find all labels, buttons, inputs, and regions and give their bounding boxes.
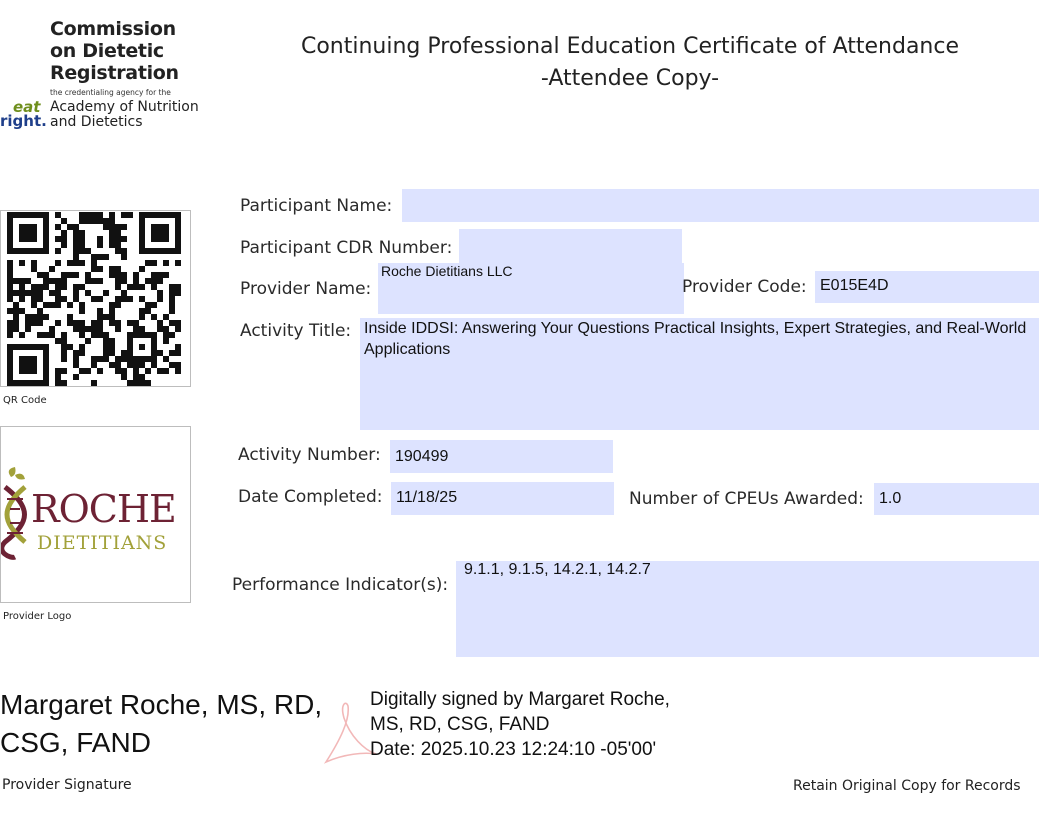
provider-name-label: Provider Name: bbox=[240, 279, 372, 299]
signature-name-line1: Margaret Roche, MS, RD, bbox=[0, 689, 323, 720]
activity-number-field[interactable]: 190499 bbox=[390, 440, 613, 473]
signature-name-line2: CSG, FAND bbox=[0, 727, 151, 758]
cdr-org-line2: on Dietetic bbox=[50, 40, 164, 62]
provider-logo-box bbox=[0, 426, 191, 603]
eat-right-logo-eat: eat bbox=[13, 98, 41, 116]
participant-cdr-field[interactable] bbox=[459, 229, 682, 263]
eat-right-logo-right: right. bbox=[0, 112, 47, 130]
cdr-logo bbox=[0, 16, 210, 136]
cdr-org-line3: Registration bbox=[50, 62, 179, 84]
cpeus-label: Number of CPEUs Awarded: bbox=[629, 489, 864, 509]
cdr-org-line1: Commission bbox=[50, 18, 176, 40]
provider-code-label: Provider Code: bbox=[682, 277, 807, 297]
provider-code-field[interactable]: E015E4D bbox=[815, 271, 1039, 303]
cdr-academy-line1: Academy of Nutrition bbox=[50, 99, 199, 115]
cpeus-field[interactable]: 1.0 bbox=[874, 483, 1039, 515]
performance-indicators-field[interactable]: 9.1.1, 9.1.5, 14.2.1, 14.2.7 bbox=[456, 561, 1039, 657]
qr-code-box bbox=[0, 210, 191, 387]
qr-code-icon bbox=[7, 212, 182, 387]
activity-number-label: Activity Number: bbox=[238, 445, 381, 465]
signature-meta-line1: Digitally signed by Margaret Roche, bbox=[370, 689, 670, 710]
performance-indicators-label: Performance Indicator(s): bbox=[232, 575, 449, 595]
participant-name-label: Participant Name: bbox=[240, 196, 393, 216]
provider-signature-caption: Provider Signature bbox=[2, 777, 132, 793]
activity-title-label: Activity Title: bbox=[240, 321, 352, 341]
cdr-tagline: the credentialing agency for the bbox=[50, 88, 171, 97]
provider-name-field[interactable]: Roche Dietitians LLC bbox=[378, 263, 684, 314]
certificate-title-line1: Continuing Professional Education Certificate of Attendance bbox=[300, 34, 959, 59]
activity-title-field[interactable]: Inside IDDSI: Answering Your Questions Practical Insights, Expert Strategies, and Real-World Applications bbox=[360, 318, 1039, 430]
certificate-title bbox=[260, 31, 1000, 95]
retain-copy-note: Retain Original Copy for Records bbox=[793, 778, 1021, 794]
provider-logo-word1: ROCHE bbox=[31, 487, 176, 531]
date-completed-field[interactable]: 11/18/25 bbox=[391, 482, 614, 515]
provider-signature-name bbox=[0, 686, 322, 762]
signature-meta-line3: Date: 2025.10.23 12:24:10 -05'00' bbox=[370, 739, 657, 760]
participant-name-field[interactable] bbox=[402, 189, 1039, 222]
signature-meta-line2: MS, RD, CSG, FAND bbox=[370, 714, 550, 735]
date-completed-label: Date Completed: bbox=[238, 487, 383, 507]
provider-logo-word2: DIETITIANS bbox=[37, 532, 168, 554]
provider-logo-caption: Provider Logo bbox=[3, 611, 72, 622]
digital-signature-meta bbox=[370, 687, 670, 762]
cdr-academy-line2: and Dietetics bbox=[50, 114, 143, 130]
certificate-title-line2: -Attendee Copy- bbox=[540, 66, 720, 91]
participant-cdr-label: Participant CDR Number: bbox=[240, 238, 453, 258]
qr-code-caption: QR Code bbox=[3, 395, 47, 406]
